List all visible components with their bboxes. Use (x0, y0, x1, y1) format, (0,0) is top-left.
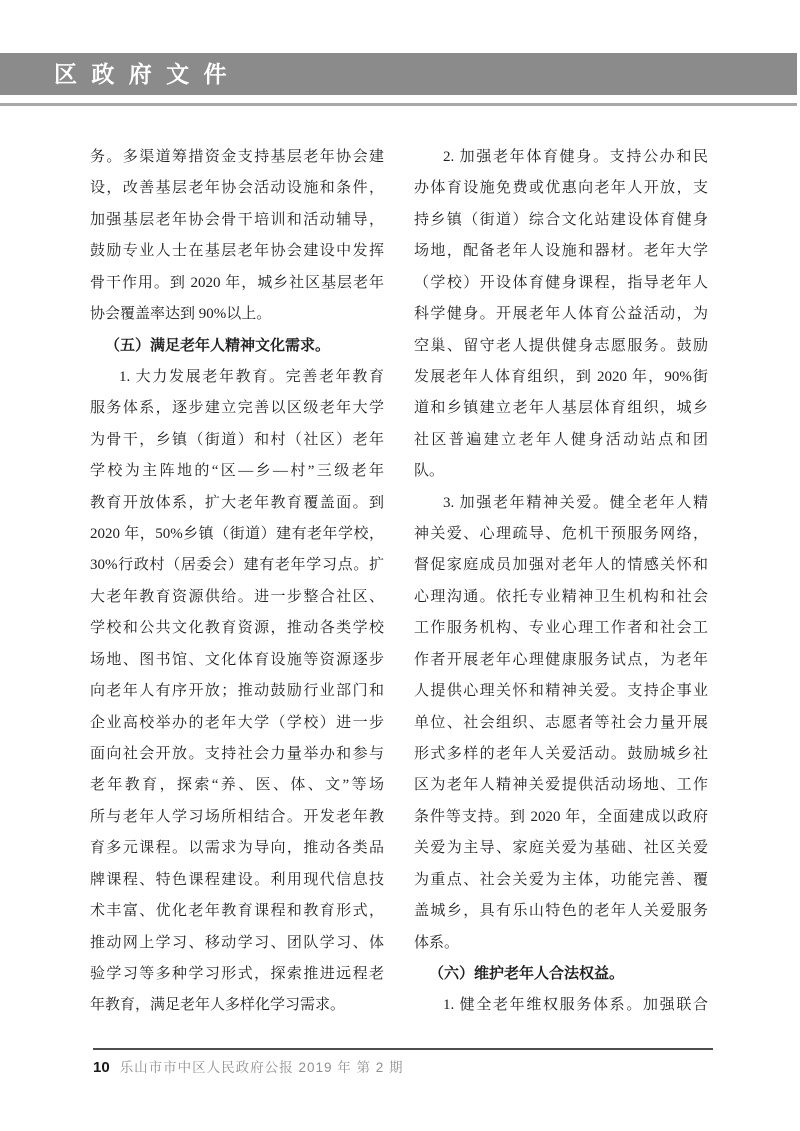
text-line: 体系。 (414, 934, 460, 951)
publication-title: 乐山市市中区人民政府公报 2019 年 第 2 期 (119, 1060, 404, 1075)
text-line: 3. 加强老年精神关爱。健全老年人精 (443, 494, 708, 511)
text-line: 心理沟通。依托专业精神卫生机构和社会 (414, 588, 708, 605)
text-line: 1. 大力发展老年教育。完善老年教育 (119, 368, 384, 385)
text-line: 场地，配备老年人设施和器材。老年大学 (414, 243, 708, 260)
text-line: 所与老年人学习场所相结合。开发老年教 (90, 808, 384, 825)
text-line: 面向社会开放。支持社会力量举办和参与 (90, 746, 384, 763)
text-line: 向老年人有序开放；推动鼓励行业部门和 (90, 683, 384, 700)
text-line: 服务体系，逐步建立完善以区级老年大学 (90, 400, 384, 417)
text-line: 神关爱、心理疏导、危机干预服务网络， (414, 526, 708, 543)
text-line: 为重点、社会关爱为主体，功能完善、覆 (414, 871, 708, 888)
text-line: 科学健身。开展老年人体育公益活动，为 (414, 306, 708, 323)
text-line: 验学习等多种学习形式，探索推进远程老 (90, 965, 384, 982)
text-line: 社区普遍建立老年人健身活动站点和团 (414, 431, 708, 448)
text-line: 持乡镇（街道）综合文化站建设体育健身 (414, 211, 708, 228)
text-line: 督促家庭成员加强对老年人的情感关怀和 (414, 557, 708, 574)
text-line: 企业高校举办的老年大学（学校）进一步 (90, 714, 384, 731)
section-heading: （六）维护老年人合法权益。 (429, 965, 625, 982)
text-line: 2020 年，50%乡镇（街道）建有老年学校， (90, 526, 384, 543)
text-line: 教育开放体系，扩大老年教育覆盖面。到 (90, 494, 384, 511)
banner-title: 区 政 府 文 件 (54, 61, 231, 87)
text-line: 育多元课程。以需求为导向，推动各类品 (90, 840, 384, 857)
text-line: 区为老年人精神关爱提供活动场地、工作 (414, 777, 708, 794)
text-line: 盖城乡，具有乐山特色的老年人关爱服务 (414, 903, 708, 920)
text-line: 1. 健全老年维权服务体系。加强联合 (443, 997, 708, 1014)
text-line: 作者开展老年心理健康服务试点，为老年 (414, 651, 708, 668)
text-line: 推动网上学习、移动学习、团队学习、体 (90, 934, 384, 951)
page-number: 10 (93, 1059, 110, 1076)
text-line: 术丰富、优化老年教育课程和教育形式， (90, 903, 384, 920)
text-line: 年教育，满足老年人多样化学习需求。 (90, 997, 346, 1014)
text-line: 场地、图书馆、文化体育设施等资源逐步 (90, 651, 384, 668)
text-line: 加强基层老年协会骨干培训和活动辅导， (90, 211, 384, 228)
right-text-column (414, 142, 708, 1022)
text-line: 工作服务机构、专业心理工作者和社会工 (414, 620, 708, 637)
text-line: 老年教育，探索“养、医、体、文”等场 (90, 777, 384, 794)
text-line: 人提供心理关怀和精神关爱。支持企事业 (414, 683, 708, 700)
text-line: 为骨干，乡镇（街道）和村（社区）老年 (90, 431, 384, 448)
footer-rule (93, 1048, 713, 1050)
banner-underline (0, 103, 797, 106)
section-banner (0, 53, 797, 95)
text-line: 设，改善基层老年协会活动设施和条件， (90, 180, 384, 197)
section-heading: （五）满足老年人精神文化需求。 (105, 337, 331, 354)
text-line: 骨干作用。到 2020 年，城乡社区基层老年 (90, 274, 384, 291)
text-line: 协会覆盖率达到 90%以上。 (90, 306, 272, 323)
text-line: 大老年教育资源供给。进一步整合社区、 (90, 588, 384, 605)
text-line: 队。 (414, 463, 445, 480)
text-line: 发展老年人体育组织，到 2020 年，90%街 (414, 368, 708, 385)
text-line: 单位、社会组织、志愿者等社会力量开展 (414, 714, 708, 731)
text-line: 形式多样的老年人关爱活动。鼓励城乡社 (414, 746, 708, 763)
text-line: 条件等支持。到 2020 年，全面建成以政府 (414, 808, 708, 825)
page-footer (93, 1056, 403, 1076)
text-line: 关爱为主导、家庭关爱为基础、社区关爱 (414, 840, 708, 857)
text-line: 学校为主阵地的“区—乡—村”三级老年 (90, 463, 384, 480)
text-line: 空巢、留守老人提供健身志愿服务。鼓励 (414, 337, 708, 354)
text-line: 学校和公共文化教育资源，推动各类学校 (90, 620, 384, 637)
text-line: 道和乡镇建立老年人基层体育组织，城乡 (414, 400, 708, 417)
left-text-column (90, 142, 384, 1022)
text-line: （学校）开设体育健身课程，指导老年人 (414, 274, 708, 291)
text-line: 务。多渠道筹措资金支持基层老年协会建 (90, 149, 384, 165)
text-line: 办体育设施免费或优惠向老年人开放，支 (414, 180, 708, 197)
text-line: 2. 加强老年体育健身。支持公办和民 (443, 149, 708, 165)
text-line: 鼓励专业人士在基层老年协会建设中发挥 (90, 243, 384, 260)
text-line: 30%行政村（居委会）建有老年学习点。扩 (90, 557, 384, 574)
text-line: 牌课程、特色课程建设。利用现代信息技 (90, 871, 384, 888)
